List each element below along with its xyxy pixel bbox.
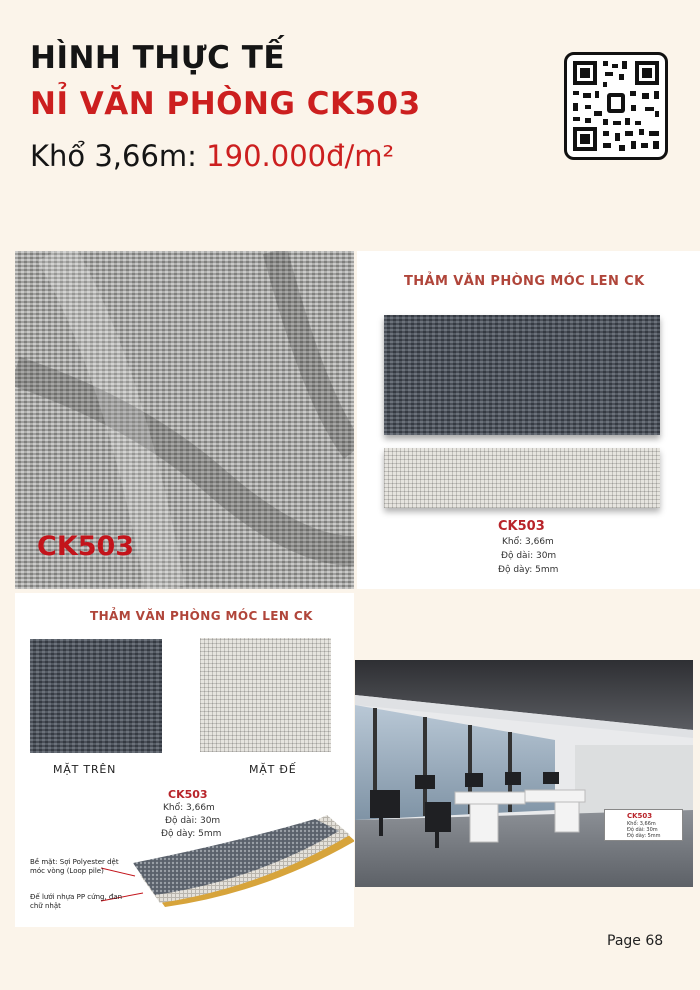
qr-code-pattern xyxy=(567,55,665,157)
price-value: 190.000đ/m² xyxy=(206,139,395,173)
product-code: CK503 xyxy=(168,788,208,801)
layer-base-line-2: chữ nhật xyxy=(30,902,61,910)
product-code: CK503 xyxy=(498,519,545,534)
product-tag xyxy=(604,809,683,841)
spec-thickness: Độ dày: 5mm xyxy=(498,565,559,575)
carpet-swatch-backing xyxy=(384,448,660,508)
page-number: Page 68 xyxy=(607,933,664,949)
product-card-bottom xyxy=(15,593,354,927)
price-line xyxy=(30,139,394,173)
office-scene xyxy=(355,660,693,887)
face-top-label: MẶT TRÊN xyxy=(53,763,117,776)
office-installation-photo xyxy=(355,660,693,887)
product-name: NỈ VĂN PHÒNG CK503 xyxy=(30,86,421,122)
carpet-closeup-photo xyxy=(15,251,354,589)
carpet-layer-diagram xyxy=(15,593,354,927)
carpet-code-label: CK503 xyxy=(37,531,135,562)
card-title: THẢM VĂN PHÒNG MÓC LEN CK xyxy=(90,609,313,623)
spec-width: Khổ: 3,66m xyxy=(163,803,215,813)
layer-surface-line-2: móc vòng (Loop pile) xyxy=(30,867,104,875)
tag-spec-width: Khổ: 3,66m xyxy=(627,821,656,827)
size-label: Khổ 3,66m: xyxy=(30,139,207,173)
face-bottom-label: MẶT ĐẾ xyxy=(249,763,297,776)
layer-surface-line-1: Bề mặt: Sợi Polyester dệt xyxy=(30,858,119,866)
tag-spec-length: Độ dài: 30m xyxy=(627,827,658,833)
layer-base-note xyxy=(30,893,122,911)
layer-surface-note xyxy=(30,858,119,876)
spec-length: Độ dài: 30m xyxy=(165,816,221,826)
spec-width: Khổ: 3,66m xyxy=(502,537,554,547)
tag-code: CK503 xyxy=(627,812,653,820)
tag-spec-thickness: Độ dày: 5mm xyxy=(627,833,661,839)
qr-code[interactable] xyxy=(564,52,668,160)
carpet-swatch-dark xyxy=(384,315,660,435)
spec-thickness: Độ dày: 5mm xyxy=(161,829,222,839)
spec-length: Độ dài: 30m xyxy=(501,551,557,561)
page-title: HÌNH THỰC TẾ xyxy=(30,40,286,76)
card-title: THẢM VĂN PHÒNG MÓC LEN CK xyxy=(404,274,645,289)
layer-base-line-1: Đế lưới nhựa PP cứng, đan xyxy=(30,893,123,901)
product-card-top xyxy=(357,251,700,589)
